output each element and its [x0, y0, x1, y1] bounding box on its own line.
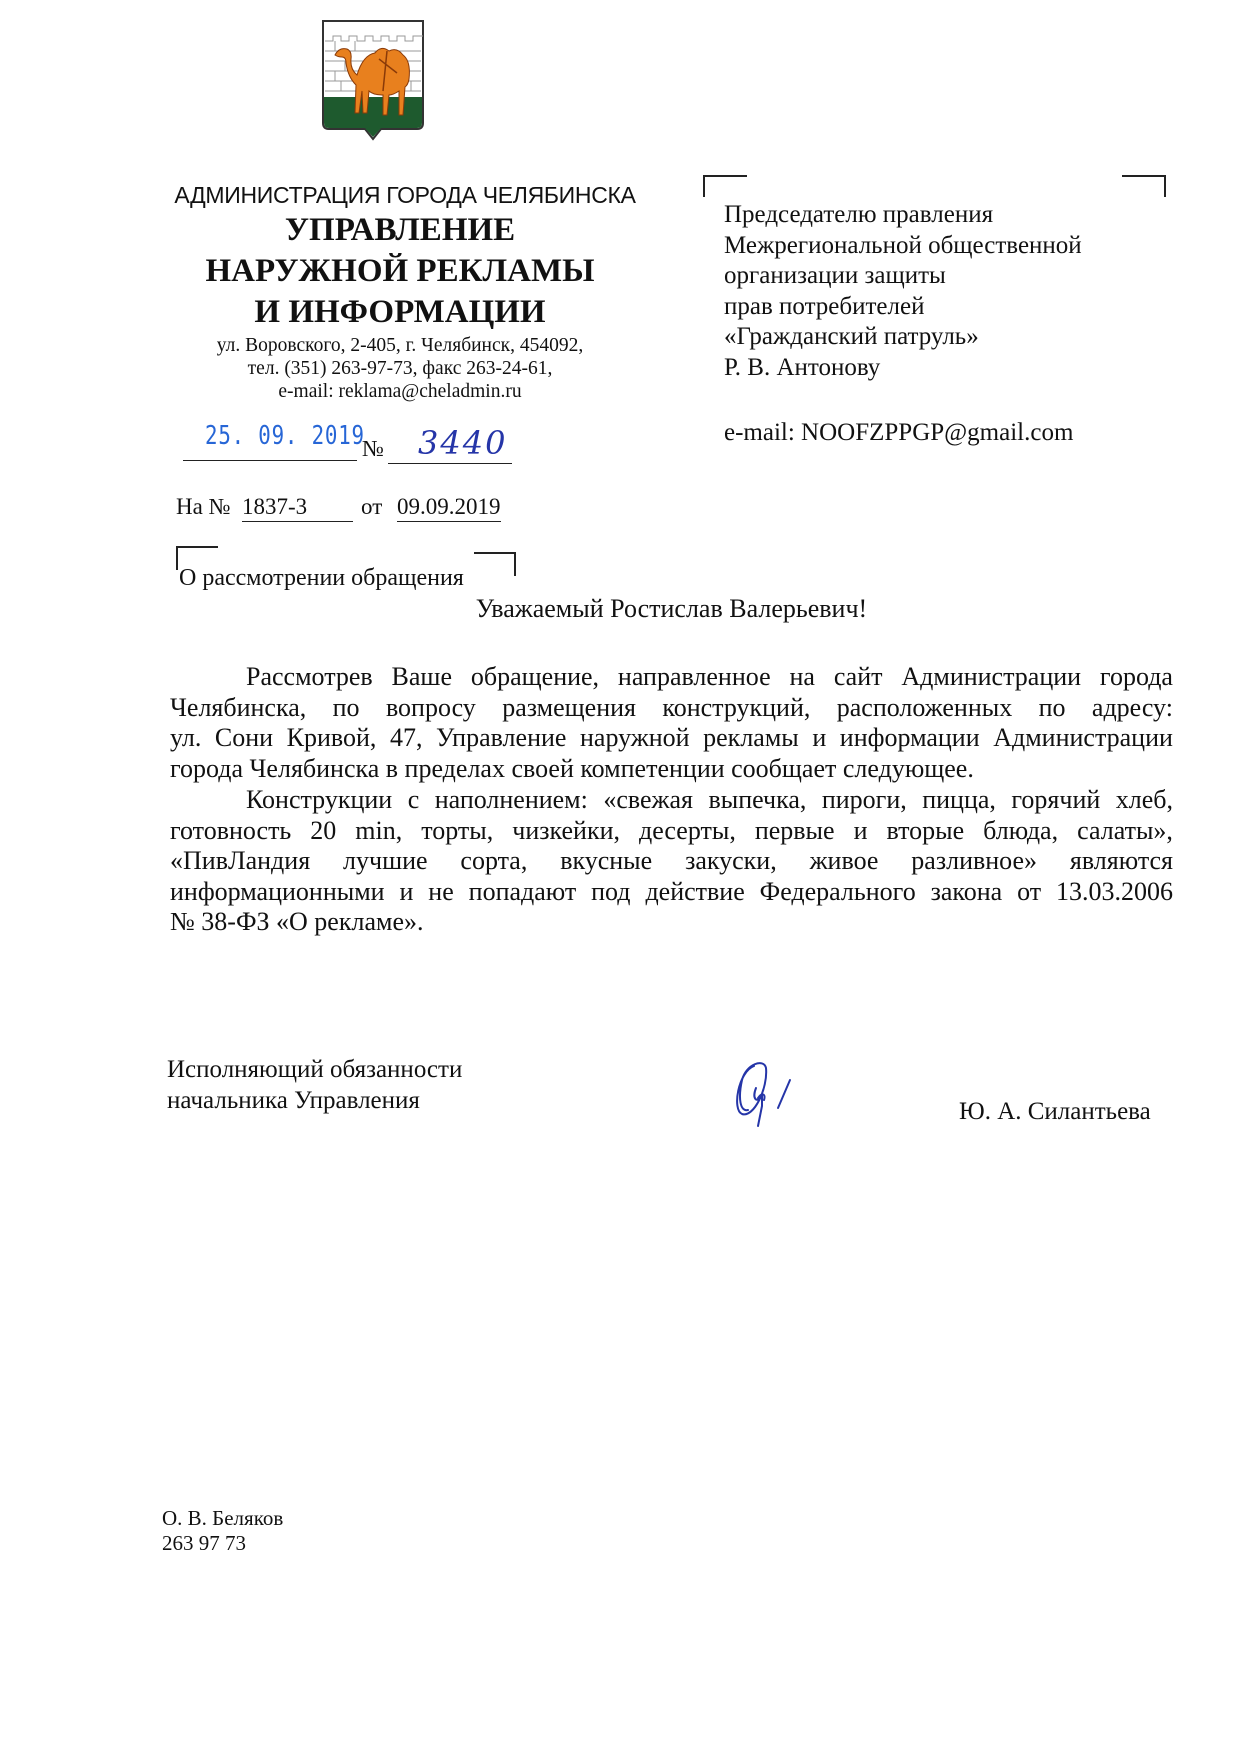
- word: города: [1099, 662, 1173, 691]
- word: пироги,: [821, 785, 907, 814]
- word: ул.: [170, 723, 202, 752]
- ref-from: от: [361, 494, 383, 519]
- word: 47,: [389, 723, 423, 752]
- word: информационными: [170, 876, 385, 906]
- text-line: [170, 693, 1173, 724]
- addressee-email: e-mail: NOOFZPPGP@gmail.com: [724, 419, 1074, 446]
- word: расположенных: [836, 692, 1013, 722]
- subject-bracket-right: [474, 552, 516, 576]
- text-line: [170, 877, 1173, 908]
- signatory-position: [167, 1054, 462, 1116]
- word: от: [1017, 876, 1042, 906]
- word: хлеб,: [1115, 785, 1173, 814]
- text-line: [170, 662, 1173, 693]
- word: и: [812, 723, 827, 752]
- addressee-bracket-left: [703, 175, 747, 197]
- word: по: [1038, 692, 1066, 722]
- word: адресу:: [1091, 692, 1173, 722]
- addressee-bracket-right: [1122, 175, 1166, 197]
- handwritten-signature: [732, 1058, 808, 1130]
- word: не: [428, 876, 454, 906]
- word: min,: [355, 815, 403, 845]
- date-stamp: 25. 09. 2019: [205, 421, 365, 451]
- word: Сони: [214, 723, 274, 752]
- word: Администрации: [901, 662, 1082, 691]
- address-line: ул. Воровского, 2-405, г. Челябинск, 454092,: [216, 335, 584, 356]
- word: чизкейки,: [512, 815, 621, 845]
- text-line: № 38-ФЗ «О рекламе».: [170, 907, 424, 936]
- word: действие: [645, 876, 745, 906]
- executor-block: [162, 1506, 283, 1556]
- paragraph-2: [170, 785, 1173, 938]
- subject-line: О рассмотрении обращения: [179, 565, 464, 591]
- addressee-line: прав потребителей: [724, 292, 925, 320]
- word: рекламы: [703, 723, 799, 752]
- administration-name: АДМИНИСТРАЦИЯ ГОРОДА ЧЕЛЯБИНСКА: [174, 182, 636, 208]
- word: направленное: [617, 662, 771, 691]
- department-name: [150, 210, 650, 333]
- department-line: НАРУЖНОЙ РЕКЛАМЫ: [205, 253, 595, 289]
- word: «ПивЛандия: [170, 846, 311, 875]
- department-contacts: [150, 334, 650, 403]
- salutation: Уважаемый Ростислав Валерьевич!: [475, 594, 868, 623]
- word: наружной: [580, 723, 690, 752]
- ref-number: 1837-3: [242, 494, 353, 522]
- coat-of-arms-emblem: [321, 19, 425, 141]
- word: десерты,: [639, 815, 736, 845]
- signatory-name: Ю. А. Силантьева: [959, 1098, 1151, 1125]
- word: под: [591, 876, 631, 906]
- word: первые: [754, 815, 835, 845]
- word: Кривой,: [286, 723, 377, 752]
- word: торты,: [421, 815, 494, 845]
- text-line: [170, 846, 1173, 877]
- word: пицца,: [922, 785, 996, 814]
- word: Федерального: [759, 876, 916, 906]
- word: вкусные: [560, 846, 653, 875]
- ref-prefix: На №: [176, 494, 231, 519]
- word: и: [399, 876, 414, 906]
- word: размещения: [502, 692, 636, 722]
- addressee-name: Р. В. Антонову: [724, 353, 881, 381]
- word: готовность: [170, 815, 292, 845]
- addressee-line: Председателю правления: [724, 201, 994, 228]
- word: обращение,: [470, 662, 600, 691]
- word: по: [332, 692, 360, 722]
- word: горячий: [1011, 785, 1101, 814]
- word: закуски,: [685, 846, 777, 875]
- word: лучшие: [343, 846, 428, 875]
- text-line: [170, 723, 1173, 754]
- department-line: И ИНФОРМАЦИИ: [254, 294, 546, 330]
- word: на: [789, 662, 815, 691]
- word: наполнением:: [434, 785, 588, 814]
- word: информации: [839, 723, 980, 752]
- word: Управление: [436, 723, 567, 752]
- number-underline: [388, 463, 512, 464]
- word: попадают: [468, 876, 577, 906]
- word: сорта,: [460, 846, 528, 875]
- executor-phone: 263 97 73: [162, 1531, 246, 1555]
- word: и: [853, 815, 868, 845]
- word: разливное»: [911, 846, 1038, 875]
- addressee-line: «Гражданский патруль»: [724, 323, 979, 350]
- email-line: e-mail: reklama@cheladmin.ru: [278, 381, 522, 402]
- word: салаты»,: [1077, 815, 1173, 845]
- addressee-line: организации защиты: [724, 262, 946, 289]
- word: живое: [809, 846, 879, 875]
- word: вопросу: [385, 692, 476, 722]
- word: вторые: [886, 815, 965, 845]
- word: Рассмотрев: [246, 662, 373, 691]
- phone-line: тел. (351) 263-97-73, факс 263-24-61,: [247, 358, 553, 379]
- position-line: начальника Управления: [167, 1087, 420, 1114]
- ref-date: 09.09.2019: [397, 494, 501, 522]
- word: Ваше: [391, 662, 452, 691]
- position-line: Исполняющий обязанности: [167, 1056, 463, 1083]
- word: Администрации: [993, 723, 1173, 752]
- word: 13.03.2006: [1055, 876, 1173, 906]
- word: с: [407, 785, 420, 814]
- text-line: города Челябинска в пределах своей компетенции сообщает следующее.: [170, 753, 974, 783]
- word: конструкций,: [662, 692, 811, 722]
- outgoing-number: 3440: [418, 424, 508, 462]
- word: «свежая: [603, 785, 693, 814]
- word: Челябинска,: [170, 692, 307, 722]
- word: сайт: [833, 662, 883, 691]
- date-underline: [183, 460, 357, 461]
- number-label: №: [362, 436, 384, 461]
- addressee-line: Межрегиональной общественной: [724, 231, 1082, 259]
- word: закона: [930, 876, 1003, 906]
- word: являются: [1069, 846, 1173, 875]
- word: выпечка,: [708, 785, 807, 814]
- text-line: [170, 785, 1173, 816]
- word: 20: [310, 815, 337, 845]
- department-line: УПРАВЛЕНИЕ: [284, 212, 516, 248]
- text-line: [170, 816, 1173, 847]
- word: Конструкции: [246, 785, 393, 814]
- word: блюда,: [983, 815, 1059, 845]
- addressee-block: [724, 200, 1082, 383]
- executor-name: О. В. Беляков: [162, 1506, 284, 1530]
- paragraph-1: [170, 662, 1173, 784]
